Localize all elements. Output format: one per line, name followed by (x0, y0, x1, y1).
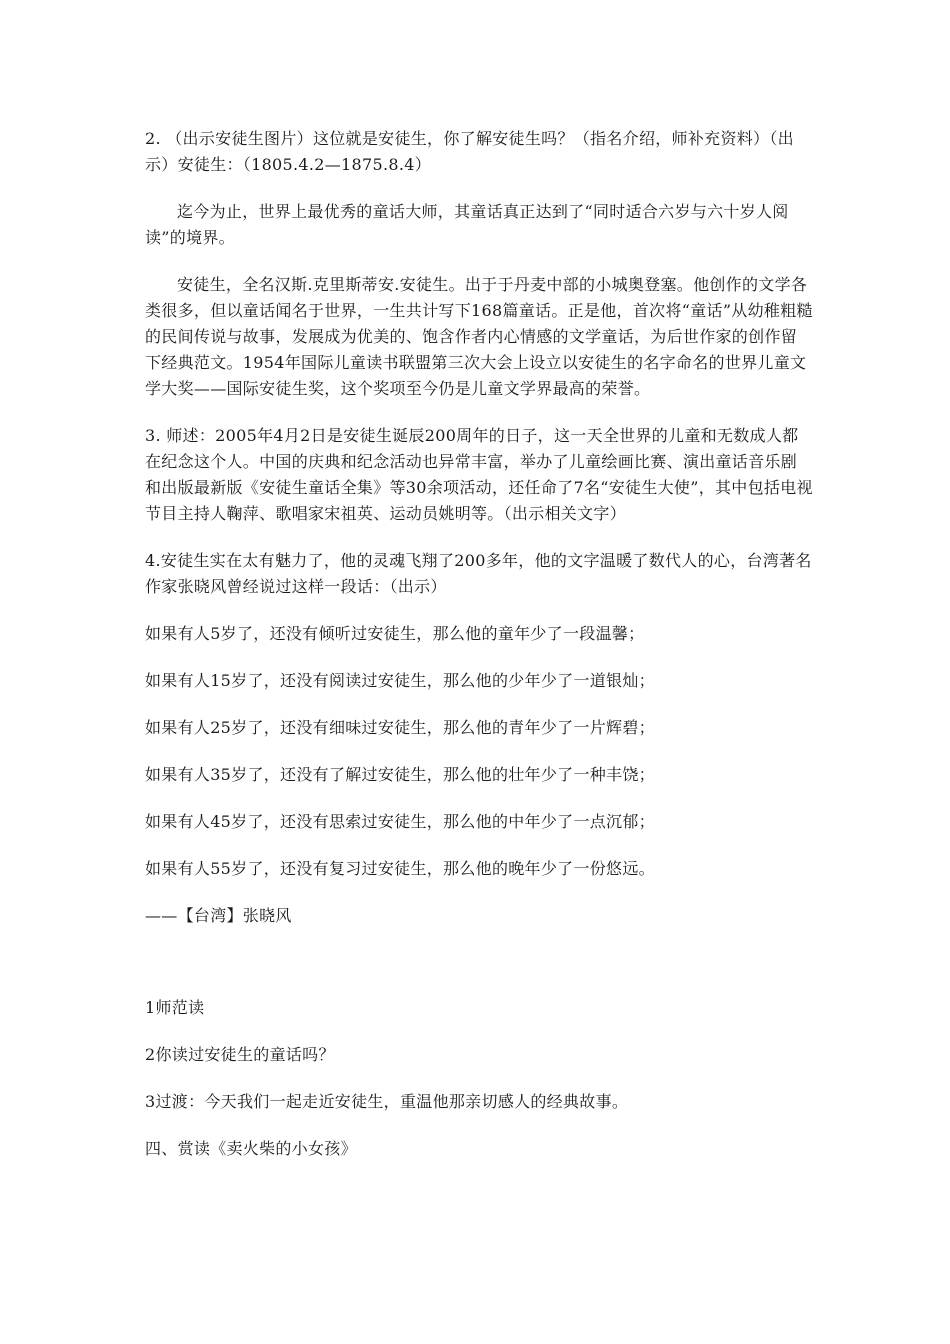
quote-attribution: ——【台湾】张晓风 (145, 906, 292, 925)
paragraph-teacher-narration: 3. 师述：2005年4月2日是安徒生诞辰200周年的日子，这一天全世界的儿童和无数成人都在纪念这个人。中国的庆典和纪念活动也异常丰富，举办了儿童绘画比赛、演出童话音乐剧和出版最新版《安徒生童话全集》等30余项活动，还任命了7名“安徒生大使”，其中包括电视节目主持人鞠萍、歌唱家宋祖英、运动员姚明等。（出示相关文字） (145, 426, 813, 523)
paragraph-andersen-biography: 安徒生，全名汉斯.克里斯蒂安.安徒生。出于于丹麦中部的小城奥登塞。他创作的文学各类很多，但以童话闻名于世界，一生共计写下168篇童话。正是他，首次将“童话”从幼稚粗糙的民间传说与故事，发展成为优美的、饱含作者内心情感的文学童话，为后世作家的创作留下经典范文。1954年国际儿童读书联盟第三次大会上设立以安徒生的名字命名的世界儿童文学大奖——国际安徒生奖，这个奖项至今仍是儿童文学界最高的荣誉。 (145, 275, 813, 398)
blank-space (145, 950, 813, 995)
step-item: 3过渡：今天我们一起走近安徒生，重温他那亲切感人的经典故事。 (145, 1092, 629, 1111)
section-heading: 四、赏读《卖火柴的小女孩》 (145, 1139, 357, 1158)
quote-line: 如果有人45岁了，还没有思索过安徒生，那么他的中年少了一点沉郁； (145, 812, 655, 831)
quote-line: 如果有人35岁了，还没有了解过安徒生，那么他的壮年少了一种丰饶； (145, 765, 655, 784)
paragraph-fairy-tale-master: 迄今为止，世界上最优秀的童话大师，其童话真正达到了“同时适合六岁与六十岁人阅读”的境界。 (145, 202, 789, 247)
step-item: 1师范读 (145, 998, 205, 1017)
quote-line: 如果有人5岁了，还没有倾听过安徒生，那么他的童年少了一段温馨； (145, 624, 645, 643)
step-item: 2你读过安徒生的童话吗？ (145, 1045, 335, 1064)
lesson-steps (145, 995, 813, 1162)
paragraph-quote-intro: 4.安徒生实在太有魅力了，他的灵魂飞翔了200多年，他的文字温暖了数代人的心，台湾著名作家张晓风曾经说过这样一段话：（出示） (145, 551, 812, 596)
quote-line: 如果有人25岁了，还没有细味过安徒生，那么他的青年少了一片辉碧； (145, 718, 655, 737)
quote-line: 如果有人55岁了，还没有复习过安徒生，那么他的晚年少了一份悠远。 (145, 859, 655, 878)
quote-block (145, 621, 813, 929)
document-body (145, 126, 813, 1183)
quote-line: 如果有人15岁了，还没有阅读过安徒生，那么他的少年少了一道银灿； (145, 671, 655, 690)
paragraph-andersen-intro: 2. （出示安徒生图片）这位就是安徒生，你了解安徒生吗？（指名介绍，师补充资料）（出示）安徒生：（1805.4.2—1875.8.4） (145, 129, 794, 174)
